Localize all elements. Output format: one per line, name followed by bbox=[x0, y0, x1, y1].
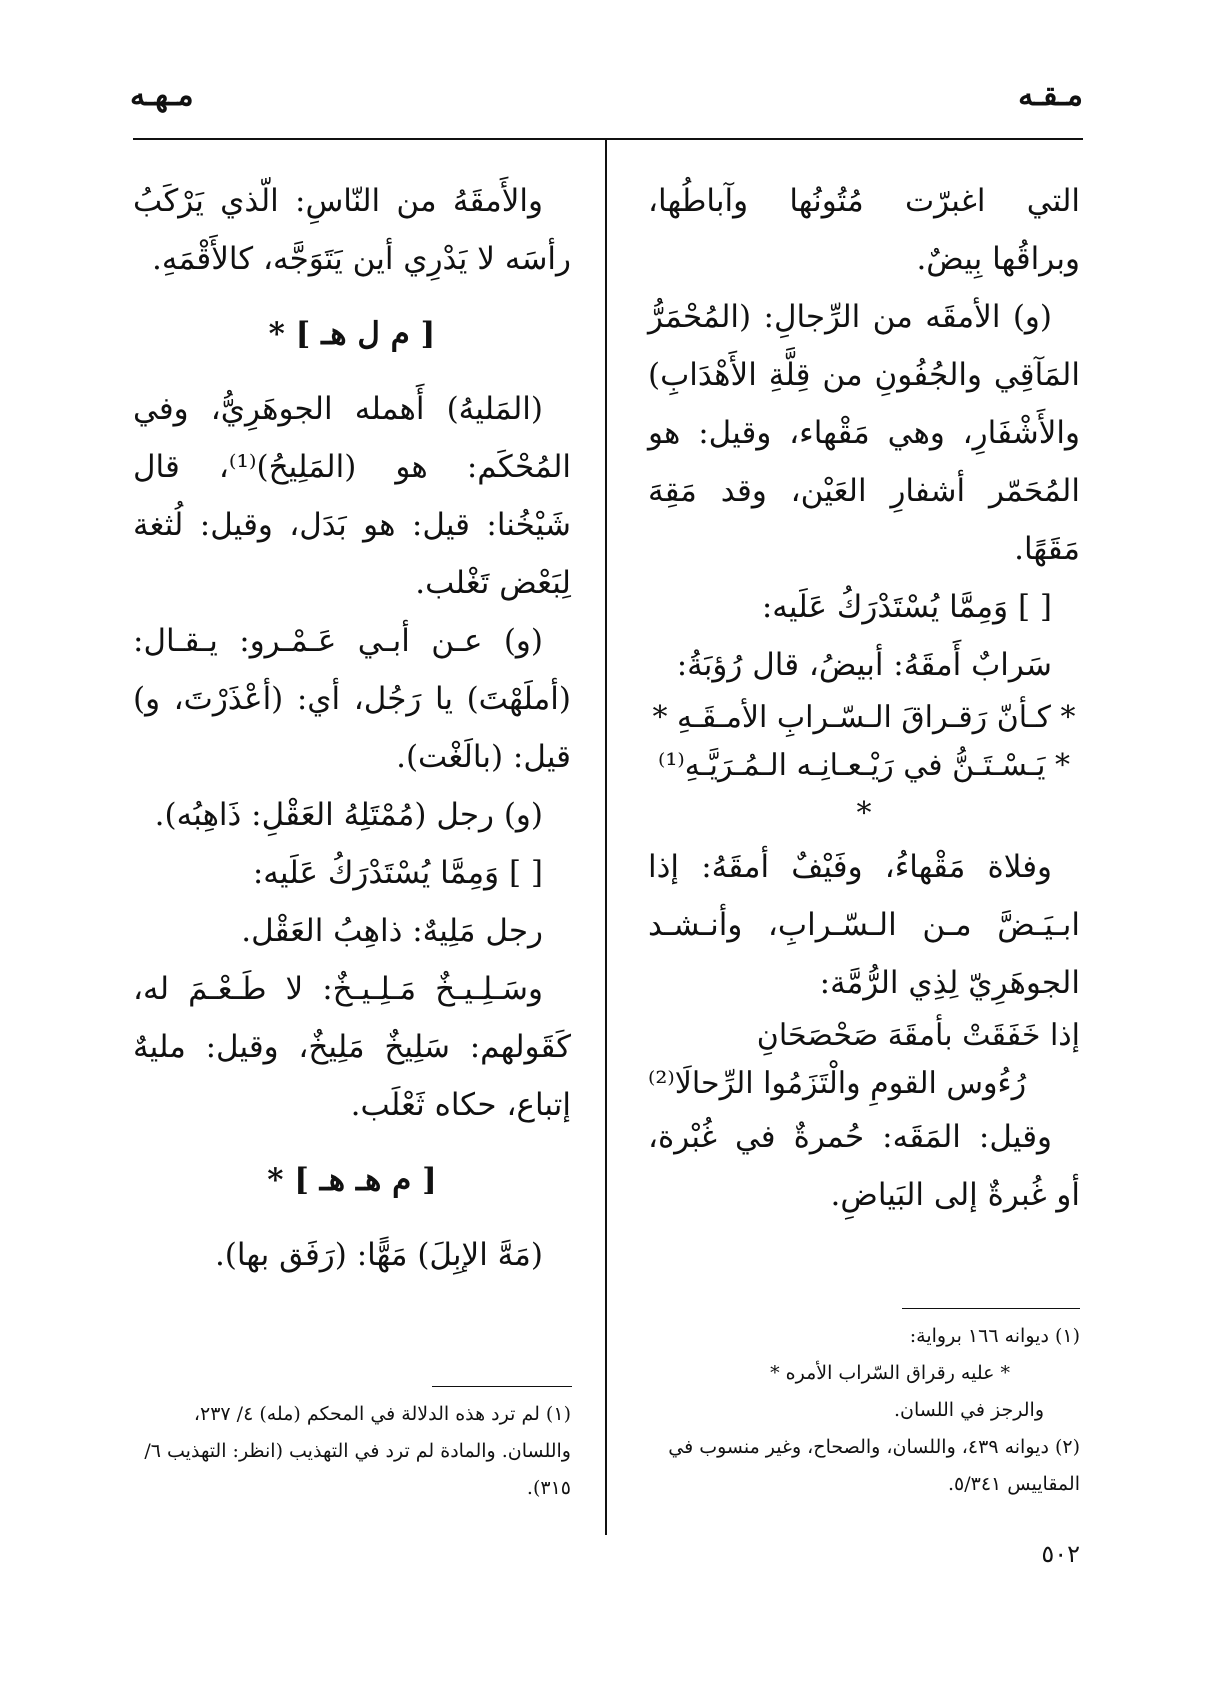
supplement-heading: [ ] وَمِمَّا يُسْتَدْرَكُ عَلَيه: bbox=[252, 855, 543, 891]
verse-line: رُءُوس القومِ والْتَزَمُوا الرِّحالَا⁽²⁾ bbox=[648, 1066, 1027, 1101]
verse-line: * كـأنّ رَقـراقَ الـسّـرابِ الأمـقَـهِ * bbox=[652, 700, 1076, 735]
running-head-right: مـقـه bbox=[1018, 78, 1083, 113]
footnote: (١) لم ترد هذه الدلالة في المحكم (مله) ٤/ ٢٣٧، واللسان. والمادة لم ترد في التهذيب (انظر: التهذيب ٦/ ٣١٥). bbox=[144, 1403, 571, 1499]
supplement-heading: [ ] وَمِمَّا يُسْتَدْرَكُ عَلَيه: bbox=[761, 589, 1052, 625]
verse-line: * يَـسْـتَـنُّ في رَيْـعـانِـه الـمُـرَيَّـهِ⁽¹⁾ * bbox=[657, 748, 1071, 831]
paragraph: رجل مَلِيهٌ: ذاهِبُ العَقْل. bbox=[241, 913, 543, 949]
column-divider bbox=[605, 140, 607, 1535]
paragraph: (المَليهُ) أَهمله الجوهَرِيُّ، وفي المُحْكَم: هو (المَلِيحُ)⁽¹⁾، قال شَيْخُنا: قيل: هو بَدَل، وقيل: لُثغة لِبَعْض تَغْلب. bbox=[133, 391, 572, 601]
footnote-rule bbox=[432, 1386, 572, 1387]
paragraph: سَرابٌ أَمقَهُ: أبيضُ، قال رُؤبَةُ: bbox=[676, 647, 1052, 683]
footnote-verse: * عليه رقراق السّراب الأمره * bbox=[770, 1362, 1010, 1384]
paragraph: (و) الأمقَه من الرِّجالِ: (المُحْمَرُّ المَآقِي والجُفُونِ من قِلَّةِ الأَهْدَابِ) والأَشْفَارِ، وهي مَقْهاء، وقيل: هو المُحَمّر أشفارِ العَيْن، وقد مَقِهَ مَقَهًا. bbox=[648, 299, 1080, 567]
paragraph: وسَـلِـيـخٌ مَـلِـيـخٌ: لا طَـعْـمَ له، كَقَولهم: سَلِيخٌ مَلِيخٌ، وقيل: مليهٌ إتباع، حكاه ثَعْلَب. bbox=[133, 971, 571, 1123]
footnotes-right bbox=[648, 1318, 1080, 1503]
header-rule bbox=[133, 138, 1083, 140]
paragraph: (و) عـن أبـي عَـمْـرو: يـقـال: (أملَهْتَ) يا رَجُل، أي: (أعْذَرْتَ، و) قيل: (بالَغْت). bbox=[133, 623, 571, 775]
paragraph: (و) رجل (مُمْتَلِهُ العَقْلِ: ذَاهِبُه). bbox=[154, 797, 543, 833]
right-column bbox=[648, 172, 1080, 1224]
footnote-continuation: والرجز في اللسان. bbox=[893, 1399, 1044, 1421]
entry-heading: [ م ل هـ ] * bbox=[268, 316, 436, 352]
entry-heading: [ م هـ هـ ] * bbox=[267, 1162, 437, 1198]
paragraph: وقيل: المَقَه: حُمرةٌ في غُبْرة، أو غُبرةٌ إلى البَياضِ. bbox=[648, 1119, 1080, 1213]
running-head-left: مـهـه bbox=[130, 78, 194, 113]
footnote: (١) ديوانه ١٦٦ برواية: bbox=[909, 1325, 1080, 1347]
paragraph: والأَمقَهُ من النّاسِ: الّذي يَرْكَبُ رأسَه لا يَدْرِي أين يَتَوَجَّه، كالأَقْمَهِ. bbox=[133, 183, 571, 277]
paragraph: التي اغبرّت مُتُونُها وآباطُها، وبراقُها بِيضٌ. bbox=[648, 183, 1080, 277]
page-number: ٥٠٢ bbox=[1041, 1540, 1080, 1568]
paragraph: وفلاة مَقْهاءُ، وفَيْفٌ أمقَهُ: إذا ابـيَـضَّ مـن الـسّـرابِ، وأنـشـد الجوهَرِيّ لِذِي الرُّمَّة: bbox=[648, 849, 1080, 1001]
left-column bbox=[133, 172, 571, 1284]
footnote-rule bbox=[902, 1308, 1080, 1309]
footnote: (٢) ديوانه ٤٣٩، واللسان، والصحاح، وغير منسوب في المقاييس ٥/٣٤١. bbox=[668, 1436, 1080, 1495]
verse-line: إذا خَفَقَتْ بأمقَهَ صَحْصَحَانِ bbox=[756, 1018, 1080, 1053]
paragraph: (مَهَّ الإبِلَ) مَهًّا: (رَفَق بها). bbox=[214, 1237, 543, 1273]
footnotes-left bbox=[133, 1396, 571, 1507]
